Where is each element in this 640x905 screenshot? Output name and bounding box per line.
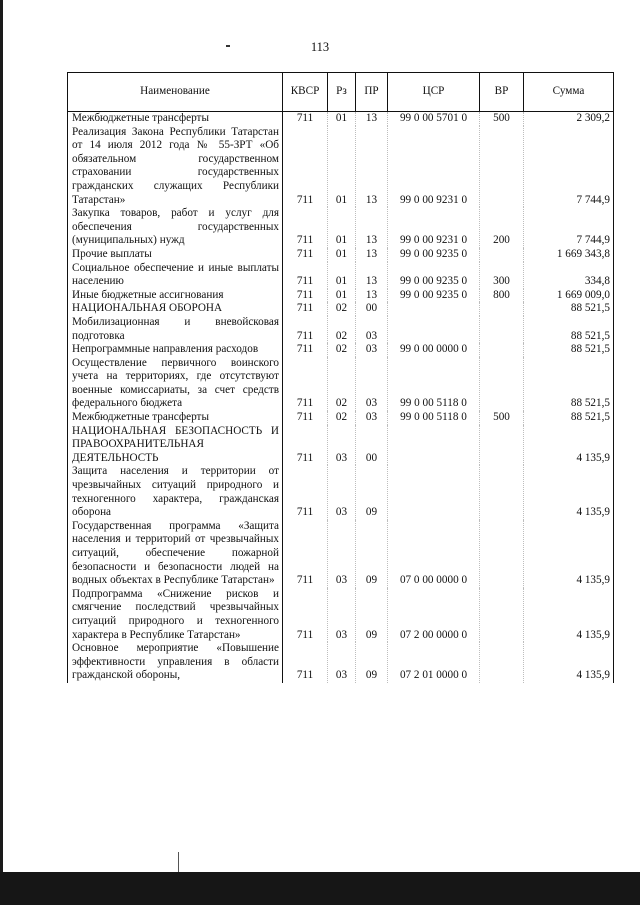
cell-csr: 99 0 00 0000 0 <box>388 343 480 357</box>
cell-rz: 03 <box>328 588 356 642</box>
header-sum: Сумма <box>524 73 614 112</box>
cell-kvsr: 711 <box>283 588 328 642</box>
cell-pr: 13 <box>356 126 388 208</box>
cell-kvsr: 711 <box>283 302 328 316</box>
table-row <box>68 642 614 683</box>
cell-sum: 88 521,5 <box>524 302 614 316</box>
cell-name: Защита населения и территории от чрезвычайных ситуаций природного и техногенного характера, гражданская оборона <box>68 465 283 519</box>
cell-rz: 03 <box>328 465 356 519</box>
cell-rz: 02 <box>328 316 356 343</box>
cell-kvsr: 711 <box>283 411 328 425</box>
cell-kvsr: 711 <box>283 289 328 303</box>
cell-csr: 07 0 00 0000 0 <box>388 520 480 588</box>
cell-name: Мобилизационная и вневойсковая подготовка <box>68 316 283 343</box>
cell-kvsr: 711 <box>283 207 328 248</box>
cell-name: Подпрограмма «Снижение рисков и смягчение последствий чрезвычайных ситуаций природного и техногенного характера в Республике Татарстан» <box>68 588 283 642</box>
cell-vr <box>480 126 524 208</box>
cell-pr: 13 <box>356 112 388 126</box>
cell-csr <box>388 316 480 343</box>
cell-sum: 88 521,5 <box>524 411 614 425</box>
table-row <box>68 588 614 642</box>
cell-vr: 300 <box>480 262 524 289</box>
cell-kvsr: 711 <box>283 520 328 588</box>
header-pr: ПР <box>356 73 388 112</box>
cell-pr: 03 <box>356 316 388 343</box>
header-vr: ВР <box>480 73 524 112</box>
table-row <box>68 357 614 411</box>
cell-rz: 03 <box>328 425 356 466</box>
table-row <box>68 302 614 316</box>
cell-sum: 2 309,2 <box>524 112 614 126</box>
cell-vr <box>480 248 524 262</box>
cell-kvsr: 711 <box>283 316 328 343</box>
cell-name: Иные бюджетные ассигнования <box>68 289 283 303</box>
cell-name: Социальное обеспечение и иные выплаты населению <box>68 262 283 289</box>
cell-kvsr: 711 <box>283 248 328 262</box>
scan-left-edge <box>0 0 3 905</box>
cell-name: Межбюджетные трансферты <box>68 411 283 425</box>
cell-csr <box>388 425 480 466</box>
cell-csr: 99 0 00 9231 0 <box>388 207 480 248</box>
cell-rz: 01 <box>328 126 356 208</box>
cell-name: НАЦИОНАЛЬНАЯ БЕЗОПАСНОСТЬ И ПРАВООХРАНИТЕЛЬНАЯ ДЕЯТЕЛЬНОСТЬ <box>68 425 283 466</box>
cell-sum: 7 744,9 <box>524 207 614 248</box>
cell-rz: 03 <box>328 520 356 588</box>
table-row <box>68 343 614 357</box>
cell-vr: 500 <box>480 411 524 425</box>
cell-sum: 88 521,5 <box>524 357 614 411</box>
table-row <box>68 411 614 425</box>
header-rz: Рз <box>328 73 356 112</box>
cell-sum: 4 135,9 <box>524 425 614 466</box>
cell-kvsr: 711 <box>283 465 328 519</box>
cell-sum: 4 135,9 <box>524 588 614 642</box>
cell-vr <box>480 588 524 642</box>
cell-name: Реализация Закона Республики Татарстан от 14 июля 2012 года № 55-ЗРТ «Об обязательном государственном страховании государственных гражданских служащих Республики Татарстан» <box>68 126 283 208</box>
cell-vr: 200 <box>480 207 524 248</box>
cell-vr <box>480 465 524 519</box>
table-row <box>68 465 614 519</box>
cell-sum: 88 521,5 <box>524 316 614 343</box>
cell-kvsr: 711 <box>283 343 328 357</box>
cell-vr <box>480 343 524 357</box>
table-row <box>68 126 614 208</box>
cell-name: Межбюджетные трансферты <box>68 112 283 126</box>
cell-rz: 02 <box>328 302 356 316</box>
cell-pr: 09 <box>356 465 388 519</box>
cell-pr: 03 <box>356 343 388 357</box>
cell-kvsr: 711 <box>283 262 328 289</box>
page-number: 113 <box>310 40 330 54</box>
cell-vr <box>480 425 524 466</box>
table-row <box>68 207 614 248</box>
cell-kvsr: 711 <box>283 642 328 683</box>
cell-pr: 03 <box>356 411 388 425</box>
cell-kvsr: 711 <box>283 357 328 411</box>
cell-csr: 07 2 01 0000 0 <box>388 642 480 683</box>
cell-pr: 09 <box>356 642 388 683</box>
cell-sum: 7 744,9 <box>524 126 614 208</box>
cell-pr: 13 <box>356 262 388 289</box>
table-row <box>68 248 614 262</box>
cell-name: Основное мероприятие «Повышение эффективности управления в области гражданской обороны, <box>68 642 283 683</box>
cell-sum: 4 135,9 <box>524 642 614 683</box>
scan-bottom-bar <box>0 872 640 905</box>
cell-csr: 99 0 00 5701 0 <box>388 112 480 126</box>
cell-sum: 4 135,9 <box>524 465 614 519</box>
cell-kvsr: 711 <box>283 126 328 208</box>
cell-vr: 800 <box>480 289 524 303</box>
cell-csr: 99 0 00 9235 0 <box>388 248 480 262</box>
table-row <box>68 112 614 126</box>
cell-csr: 99 0 00 9235 0 <box>388 262 480 289</box>
cell-sum: 4 135,9 <box>524 520 614 588</box>
cell-name: Государственная программа «Защита населения и территорий от чрезвычайных ситуаций, обеспечение пожарной безопасности и безопасности людей на водных объектах в Республике Татарстан» <box>68 520 283 588</box>
cell-sum: 88 521,5 <box>524 343 614 357</box>
cell-csr <box>388 302 480 316</box>
cell-rz: 01 <box>328 112 356 126</box>
table-row <box>68 289 614 303</box>
cell-csr <box>388 465 480 519</box>
cell-vr <box>480 302 524 316</box>
cell-vr: 500 <box>480 112 524 126</box>
cell-rz: 01 <box>328 289 356 303</box>
cell-kvsr: 711 <box>283 112 328 126</box>
cell-csr: 99 0 00 5118 0 <box>388 357 480 411</box>
budget-table <box>67 72 614 683</box>
table-body <box>68 112 614 683</box>
header-kvsr: КВСР <box>283 73 328 112</box>
cell-vr <box>480 357 524 411</box>
cell-name: Непрограммные направления расходов <box>68 343 283 357</box>
cell-pr: 13 <box>356 289 388 303</box>
header-name: Наименование <box>68 73 283 112</box>
cell-kvsr: 711 <box>283 425 328 466</box>
cell-vr <box>480 316 524 343</box>
cell-name: НАЦИОНАЛЬНАЯ ОБОРОНА <box>68 302 283 316</box>
cell-name: Осуществление первичного воинского учета на территориях, где отсутствуют военные комиссариаты, за счет средств федерального бюджета <box>68 357 283 411</box>
cell-rz: 01 <box>328 248 356 262</box>
header-csr: ЦСР <box>388 73 480 112</box>
cell-name: Прочие выплаты <box>68 248 283 262</box>
table-row <box>68 520 614 588</box>
cell-rz: 01 <box>328 207 356 248</box>
table-header-row <box>68 73 614 112</box>
cell-pr: 13 <box>356 248 388 262</box>
cell-pr: 03 <box>356 357 388 411</box>
cell-rz: 01 <box>328 262 356 289</box>
cell-csr: 07 2 00 0000 0 <box>388 588 480 642</box>
cell-name: Закупка товаров, работ и услуг для обеспечения государственных (муниципальных) нужд <box>68 207 283 248</box>
cell-sum: 1 669 343,8 <box>524 248 614 262</box>
table-row <box>68 316 614 343</box>
cell-sum: 334,8 <box>524 262 614 289</box>
cell-rz: 02 <box>328 411 356 425</box>
cell-pr: 00 <box>356 302 388 316</box>
cell-pr: 13 <box>356 207 388 248</box>
cell-pr: 00 <box>356 425 388 466</box>
cell-rz: 03 <box>328 642 356 683</box>
cell-rz: 02 <box>328 357 356 411</box>
cell-rz: 02 <box>328 343 356 357</box>
table-row <box>68 262 614 289</box>
scan-margin-line <box>178 852 179 874</box>
cell-pr: 09 <box>356 520 388 588</box>
cell-vr <box>480 520 524 588</box>
cell-csr: 99 0 00 5118 0 <box>388 411 480 425</box>
table-row <box>68 425 614 466</box>
cell-csr: 99 0 00 9231 0 <box>388 126 480 208</box>
cell-vr <box>480 642 524 683</box>
cell-pr: 09 <box>356 588 388 642</box>
cell-sum: 1 669 009,0 <box>524 289 614 303</box>
cell-csr: 99 0 00 9235 0 <box>388 289 480 303</box>
